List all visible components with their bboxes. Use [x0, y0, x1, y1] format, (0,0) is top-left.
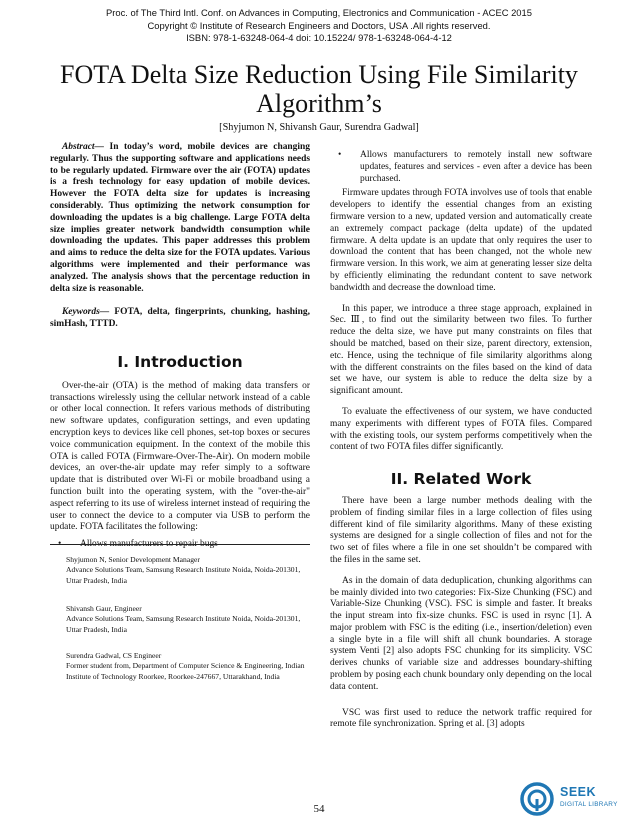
seek-logo-icon — [520, 782, 554, 816]
footnote-author-3 — [66, 651, 310, 682]
section-heading-related-work: II. Related Work — [390, 470, 532, 489]
bullet-item — [50, 539, 310, 551]
paper-title: FOTA Delta Size Reduction Using File Similarity Algorithm’s — [60, 60, 578, 118]
header-line-3: ISBN: 978-1-63248-064-4 doi: 10.15224/ 978-1-63248-064-4-12 — [186, 32, 452, 44]
header-line-1: Proc. of The Third Intl. Conf. on Advances in Computing, Electronics and Communication - ACEC 2015 — [106, 7, 532, 18]
intro-paragraph-4: To evaluate the effectiveness of our system, we have conducted many experiments with different types of FOTA files. Compared with the existing tools, our system performs competitively when the content of two FOTA files differ significantly. — [330, 406, 592, 453]
footnote-name: Shyjumon N, Senior Development Manager — [66, 555, 200, 564]
keywords — [50, 307, 310, 331]
footnote-name: Surendra Gadwal, CS Engineer — [66, 651, 162, 660]
footnote-affiliation: Advance Solutions Team, Samsung Research Institute Noida, Noida-201301, Uttar Pradesh, India — [66, 565, 301, 585]
intro-paragraph-1: Over-the-air (OTA) is the method of making data transfers or transactions wirelessly using the cellular network instead of a cable or other local connection. It refers various methods of distributing new software updates, configuration settings, and even updating encryption keys to devices like cell phones, set-top boxes or secures voice communication equipment. In the context of the mobile this OTA is called FOTA (Firmware-Over-The-Air). On modern mobile devices, an over-the-air update may refer simply to a software update that is distributed over Wi-Fi or mobile broadband using a function built into the operating system, with the "over-the-air" aspect referring to its use of wireless internet instead of requiring the user to connect the device to a computer via USB to perform the update. FOTA facilitates the following: — [50, 380, 310, 533]
bullet-text: Allows manufacturers to repair bugs — [80, 539, 218, 550]
keywords-text: FOTA, delta, fingerprints, chunking, hashing, simHash, TTTD. — [50, 307, 310, 330]
bullet-dot: • — [338, 150, 342, 160]
abstract-label: Abstract— — [62, 142, 104, 152]
footnote-name: Shivansh Gaur, Engineer — [66, 604, 142, 613]
abstract — [50, 142, 310, 295]
bullet-dot: • — [58, 539, 62, 550]
abstract-text: In today’s word, mobile devices are changing regularly. Thus the supporting software and applications needs to be regularly updated. Firmware over the air (FOTA) updates is a fresh technology for easy updation of mobile devices. However the FOTA delta size for updates is increasing considerably. Thus optimizing the network consumption for downloading the updates is a big challenge. Large FOTA delta size implies greater network bandwidth consumption while downloading the updates. This paper addresses this problem and aims to reduce the delta size for the FOTA updates. Various algorithms were implemented and their performance was analyzed. The analysis shows that the percentage reduction in delta size is reasonable. — [50, 142, 310, 294]
footnote-affiliation: Advance Solutions Team, Samsung Research Institute Noida, Noida-201301, Uttar Pradesh, India — [66, 614, 301, 634]
left-column — [50, 142, 310, 551]
related-paragraph-2: As in the domain of data deduplication, chunking algorithms can be mainly divided into two categories: Fix-Size Chunking (FSC) and Variable-Size Chunking (VSC). FSC is simple and faster. It breaks the input stream into fix-size chunks. FSC is used in rsync [1]. A major problem with FSC is the editing (i.e., insertion/deletion) even a single byte in a file will shift all chunk boundaries. A storage system Venti [2] also adopts FSC chunking for its simplicity. VSC derives chunks of variable size and addresses boundary-shifting problem by posing each chunk boundary only depending on the local data content. — [330, 575, 592, 692]
intro-paragraph-2: Firmware updates through FOTA involves use of tools that enable developers to identify the essential changes from an existing firmware version to a new, updated version and automatically create an extremely compact package (delta update) of the updated firmware. A delta update is an update that only requires the user to download the content that has been changed, not the whole new firmware version. In this work, we aim at generating lesser size delta by efficiently eliminating the redundant content to save network bandwidth and decrease the download time. — [330, 188, 592, 293]
related-paragraph-1: There have been a large number methods dealing with the problem of finding similar files in a large collection of files using different kind of file similarity algorithms. Many of these existing systems are designed for a single collection of files and not for the two set of files where a file in one set shouldn’t be compared with the files in the same set. — [330, 495, 592, 565]
page-number: 54 — [313, 803, 325, 815]
right-column — [330, 142, 592, 731]
footnote-author-2 — [66, 604, 310, 635]
footnote-affiliation: Former student from, Department of Computer Science & Engineering, Indian Institute of Technology Roorkee, Roorkee-247667, Uttarakhand, India — [66, 661, 305, 681]
header-line-2: Copyright © Institute of Research Engineers and Doctors, USA .All rights reserved. — [147, 19, 491, 31]
footnote-author-1 — [66, 555, 310, 586]
footnote-divider — [50, 544, 310, 545]
logo-name: SEEK — [560, 785, 597, 799]
bullet-text: Allows manufacturers to remotely install new software updates, features and services - even after a device has been purchased. — [360, 150, 592, 184]
related-paragraph-3: VSC was first used to reduce the network traffic required for remote file synchronization. Spring et al. [3] adopts — [330, 707, 592, 730]
intro-paragraph-3: In this paper, we introduce a three stage approach, explained in Sec. Ⅲ, to find out the similarity between two files. To further reduce the delta size, we have put many constraints on files that should be matched, based on their size, parent directory, extension, etc. Hence, using the technique of file similarity algorithms along with the different constraints on the files based on the kind of data set we have, our system is able to reduce the delta size by a significant amount. — [330, 303, 592, 397]
logo-subtitle: DIGITAL LIBRARY — [560, 801, 618, 808]
seek-digital-library-logo — [520, 782, 630, 818]
keywords-label: Keywords— — [62, 307, 110, 318]
section-heading-introduction: I. Introduction — [117, 352, 243, 371]
conference-header — [0, 7, 638, 45]
bullet-item — [330, 150, 592, 185]
paper-authors: [Shyjumon N, Shivansh Gaur, Surendra Gadwal] — [219, 122, 419, 133]
